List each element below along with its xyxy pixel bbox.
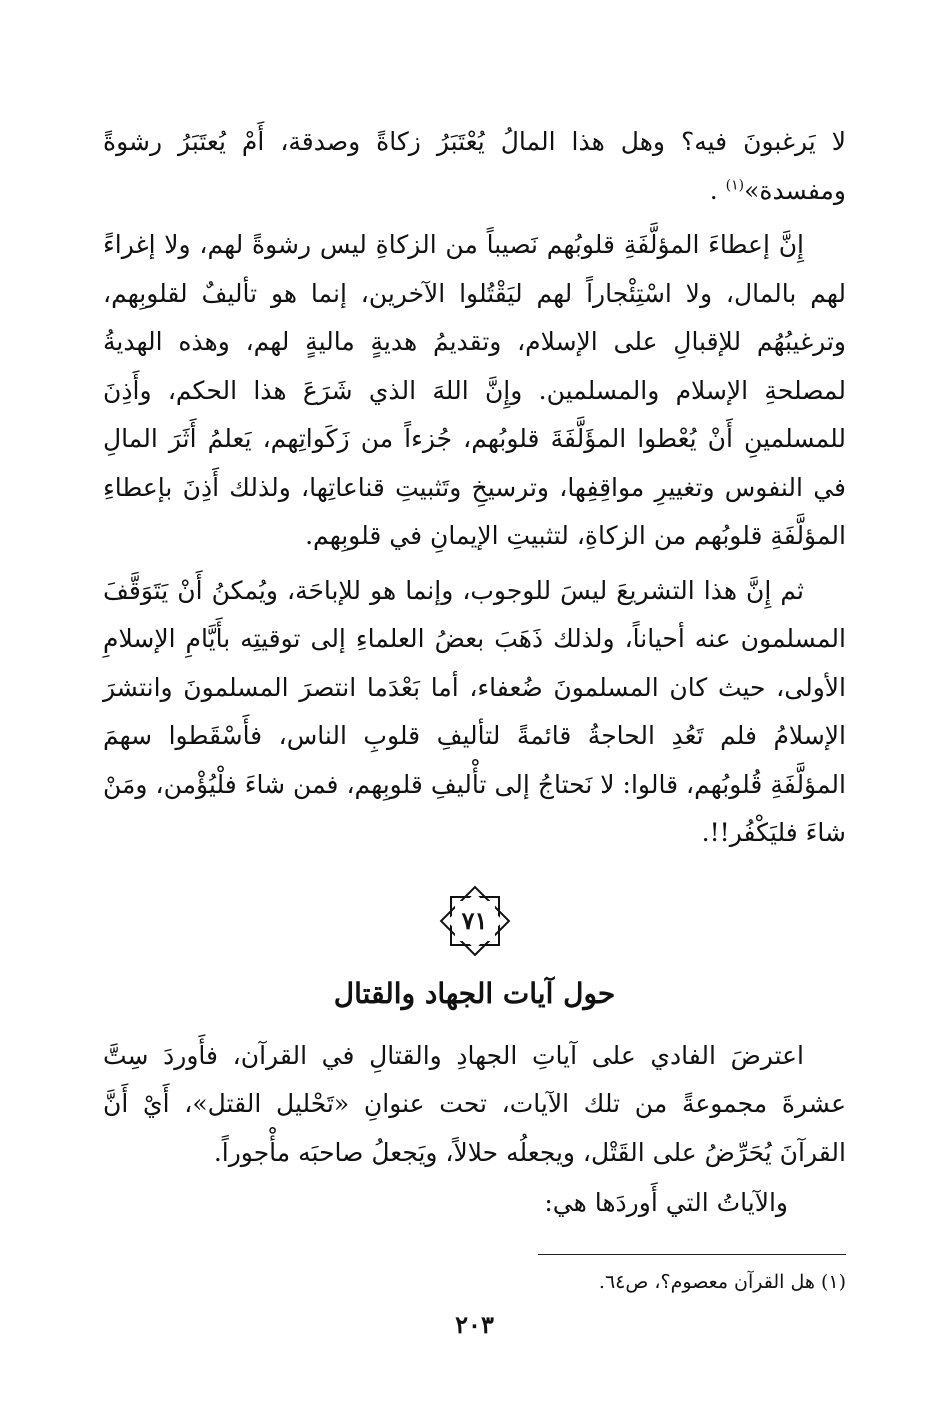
paragraph-objection: اعترضَ الفادي على آياتِ الجهادِ والقتالِ في القرآن، فأَوردَ سِتَّ عشرةَ مجموعةً من تلك الآيات، تحت عنوانِ «تَحْليل القتل»، أَيْ أَنَّ القرآنَ يُحَرِّضُ على القَتْل، ويجعلُه حلالاً، ويَجعلُ صاحبَه مأْجوراً. bbox=[103, 1040, 846, 1167]
section-number: ٧١ bbox=[461, 906, 488, 935]
section-title: حول آيات الجهاد والقتال bbox=[333, 976, 616, 1010]
paragraph-legislation: ثم إِنَّ هذا التشريعَ ليسَ للوجوب، وإنما هو للإباحَة، ويُمكنُ أَنْ يَتَوَقَّفَ المسلمون عنه أحياناً، ولذلك ذَهَبَ بعضُ العلماءِ إلى توقيتِه بأَيَّامِ الإسلامِ الأولى، حيث كان المسلمونَ ضُعفاء، أما بَعْدَما انتصرَ المسلمونَ وانتشرَ الإسلامُ فلم تَعُدِ الحاجةُ قائمةً لتأليفِ قلوبِ الناس، فأَسْقَطوا سهمَ المؤلَّفَةِ قُلوبُهم، قالوا: لا نَحتاجُ إلى تأْليفِ قلوبِهم، فمن شاءَ فلْيُؤْمن، ومَنْ شاءَ فليَكْفُر!!. bbox=[103, 575, 846, 847]
paragraph-muallafa: إِنَّ إعطاءَ المؤلَّفَةِ قلوبُهم نَصيباً من الزكاةِ ليس رشوةً لهم، ولا إغراءً لهم بالمال، ولا اسْتِئْجاراً لهم ليَقْتُلوا الآخرين، إنما هو تأليفٌ لقلوبِهم، وترغيبُهُم للإقبالِ على الإسلام، وتقديمُ هديةٍ ماليةٍ لهم، وهذه الهديةُ لمصلحةِ الإسلام والمسلمين. وإِنَّ اللهَ الذي شَرَعَ هذا الحكم، وأَذِنَ للمسلمينِ أَنْ يُعْطوا المؤَلَّفَةَ قلوبُهم، جُزءاً من زَكَواتِهم، يَعلمُ أَثَرَ المالِ في النفوس وتغييرِ مواقِفِها، وترسيخِ وتَثبيتِ قناعاتِها، ولذلك أَذِنَ بإعطاءِ المؤلَّفَةِ قلوبُهم من الزكاةِ، لتثبيتِ الإيمانِ في قلوبِهم. bbox=[103, 230, 847, 550]
section-number-badge bbox=[434, 880, 516, 962]
page-number: ٢٠٣ bbox=[455, 1310, 494, 1339]
paragraph-continuation-text: لا يَرغبونَ فيه؟ وهل هذا المالُ يُعْتَبَرُ زكاةً وصدقة، أَمْ يُعتَبَرُ رشوةً ومفسدة» bbox=[103, 127, 846, 205]
footnote: (١) هل القرآن معصوم؟، ص٦٤. bbox=[598, 1270, 846, 1293]
footnote-reference: (١) bbox=[725, 177, 745, 194]
paragraph-continuation bbox=[103, 118, 846, 215]
paragraph-continuation-end: . bbox=[709, 175, 718, 205]
page-content bbox=[103, 118, 846, 1299]
paragraph-verses-intro: والآياتُ التي أَوردَها هي: bbox=[544, 1188, 788, 1217]
footnote-divider bbox=[538, 1254, 846, 1255]
section-number-ornament bbox=[103, 880, 846, 962]
